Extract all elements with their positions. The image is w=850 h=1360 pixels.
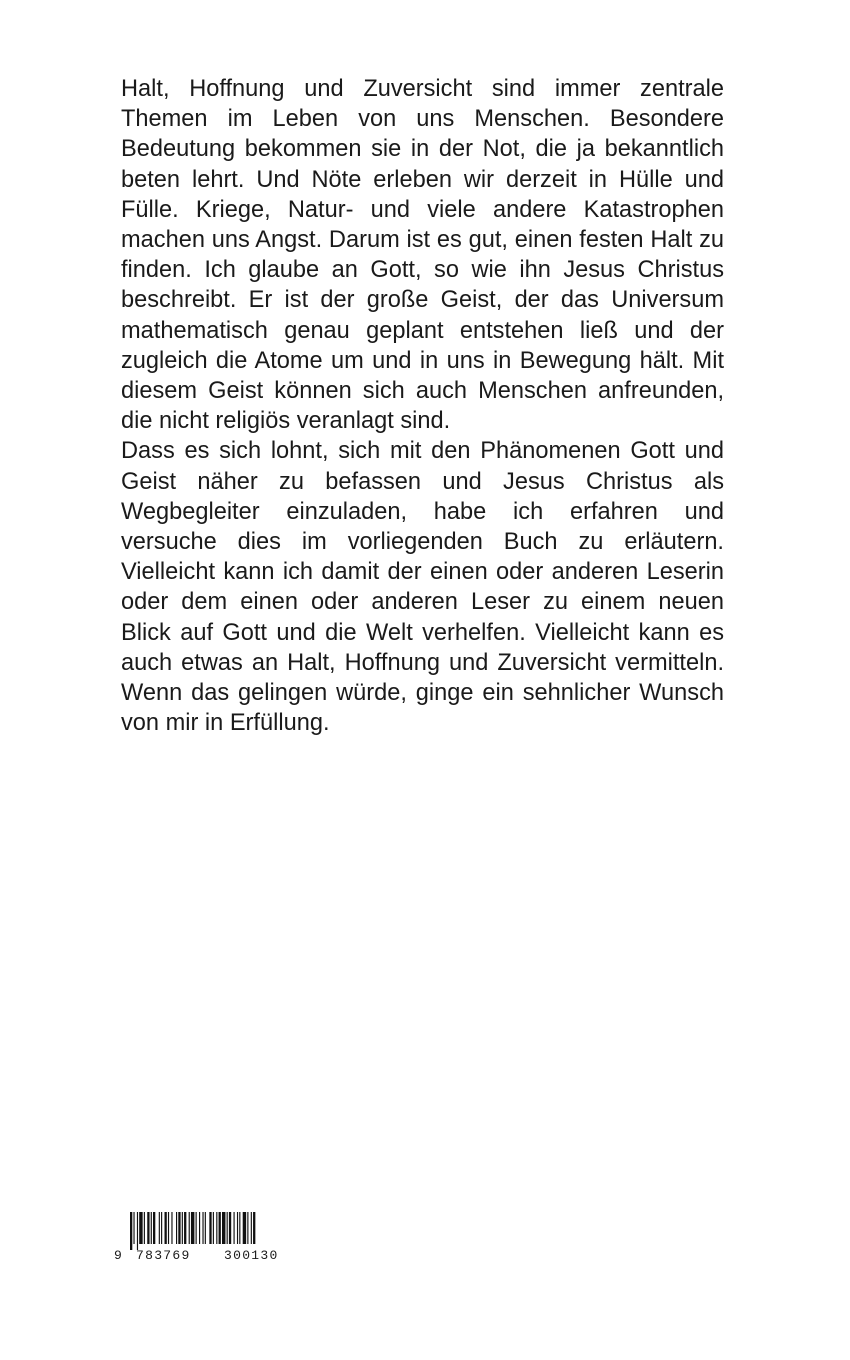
barcode-bar <box>251 1212 252 1244</box>
barcode-bar <box>222 1212 225 1244</box>
barcode-bar <box>253 1212 255 1244</box>
barcode-bar <box>191 1212 194 1244</box>
barcode-bar <box>151 1212 152 1244</box>
paragraph-2: Dass es sich lohnt, sich mit den Phänomenen Gott und Geist näher zu befassen und Jesus Christus als Wegbegleiter einzuladen, habe ich erfahren und versuche dies im vorliegenden Buch zu erläutern. Vielleicht kann ich damit der einen oder anderen Leserin oder dem einen oder anderen Leser zu einem neuen Blick auf Gott und die Welt verhelfen. Vielleicht kann es auch etwas an Halt, Hoffnung und Zuversicht vermitteln. Wenn das gelingen würde, ginge ein sehnlicher Wunsch von mir in Erfüllung. <box>121 438 724 737</box>
barcode-bar <box>237 1212 238 1244</box>
barcode-bar <box>209 1212 211 1244</box>
barcode-bar <box>199 1212 200 1244</box>
barcode-bar <box>139 1212 142 1244</box>
barcode-bar <box>147 1212 149 1244</box>
barcode-bar <box>205 1212 206 1244</box>
barcode-bar <box>130 1212 132 1250</box>
barcode-bar <box>216 1212 217 1244</box>
barcode-bar <box>137 1212 138 1250</box>
barcode-bar <box>234 1212 235 1244</box>
barcode-bar <box>178 1212 180 1244</box>
barcode-group-1: 783769 <box>136 1248 191 1263</box>
barcode-bar <box>202 1212 203 1244</box>
barcode-bar <box>247 1212 248 1244</box>
barcode-bar <box>196 1212 197 1244</box>
barcode-bar <box>229 1212 231 1244</box>
barcode-bar <box>171 1212 172 1244</box>
barcode-prefix: 9 <box>114 1248 124 1263</box>
barcode-bar <box>184 1212 186 1244</box>
back-cover-text <box>121 74 724 738</box>
barcode-bar <box>182 1212 183 1244</box>
barcode-digits <box>114 1248 314 1264</box>
barcode-bar <box>213 1212 214 1244</box>
barcode-bar <box>227 1212 228 1244</box>
barcode-bars <box>130 1212 310 1250</box>
barcode-bar <box>168 1212 169 1244</box>
barcode-bar <box>133 1212 134 1244</box>
barcode-bar <box>219 1212 221 1244</box>
barcode-bar <box>159 1212 160 1244</box>
barcode-bar <box>243 1212 246 1244</box>
barcode-bar <box>153 1212 155 1244</box>
barcode-bar <box>239 1212 240 1244</box>
barcode-bar <box>161 1212 162 1244</box>
paragraph-1: Halt, Hoffnung und Zuversicht sind immer zentrale Themen im Leben von uns Menschen. Besondere Bedeutung bekommen sie in der Not, die ja bekanntlich beten lehrt. Und Nöte erleben wir derzeit in Hülle und Fülle. Kriege, Natur- und viele andere Katastrophen machen uns Angst. Darum ist es gut, einen festen Halt zu finden. Ich glaube an Gott, so wie ihn Jesus Christus beschreibt. Er ist der große Geist, der das Universum mathematisch genau geplant entstehen ließ und der zugleich die Atome um und in uns in Bewegung hält. Mit diesem Geist können sich auch Menschen anfreunden, die nicht religiös veranlagt sind. <box>121 76 724 435</box>
barcode-group-2: 300130 <box>224 1248 279 1263</box>
barcode-bar <box>144 1212 145 1244</box>
isbn-barcode <box>114 1212 294 1264</box>
barcode-bar <box>176 1212 177 1244</box>
barcode-bar <box>165 1212 167 1244</box>
barcode-bar <box>189 1212 190 1244</box>
